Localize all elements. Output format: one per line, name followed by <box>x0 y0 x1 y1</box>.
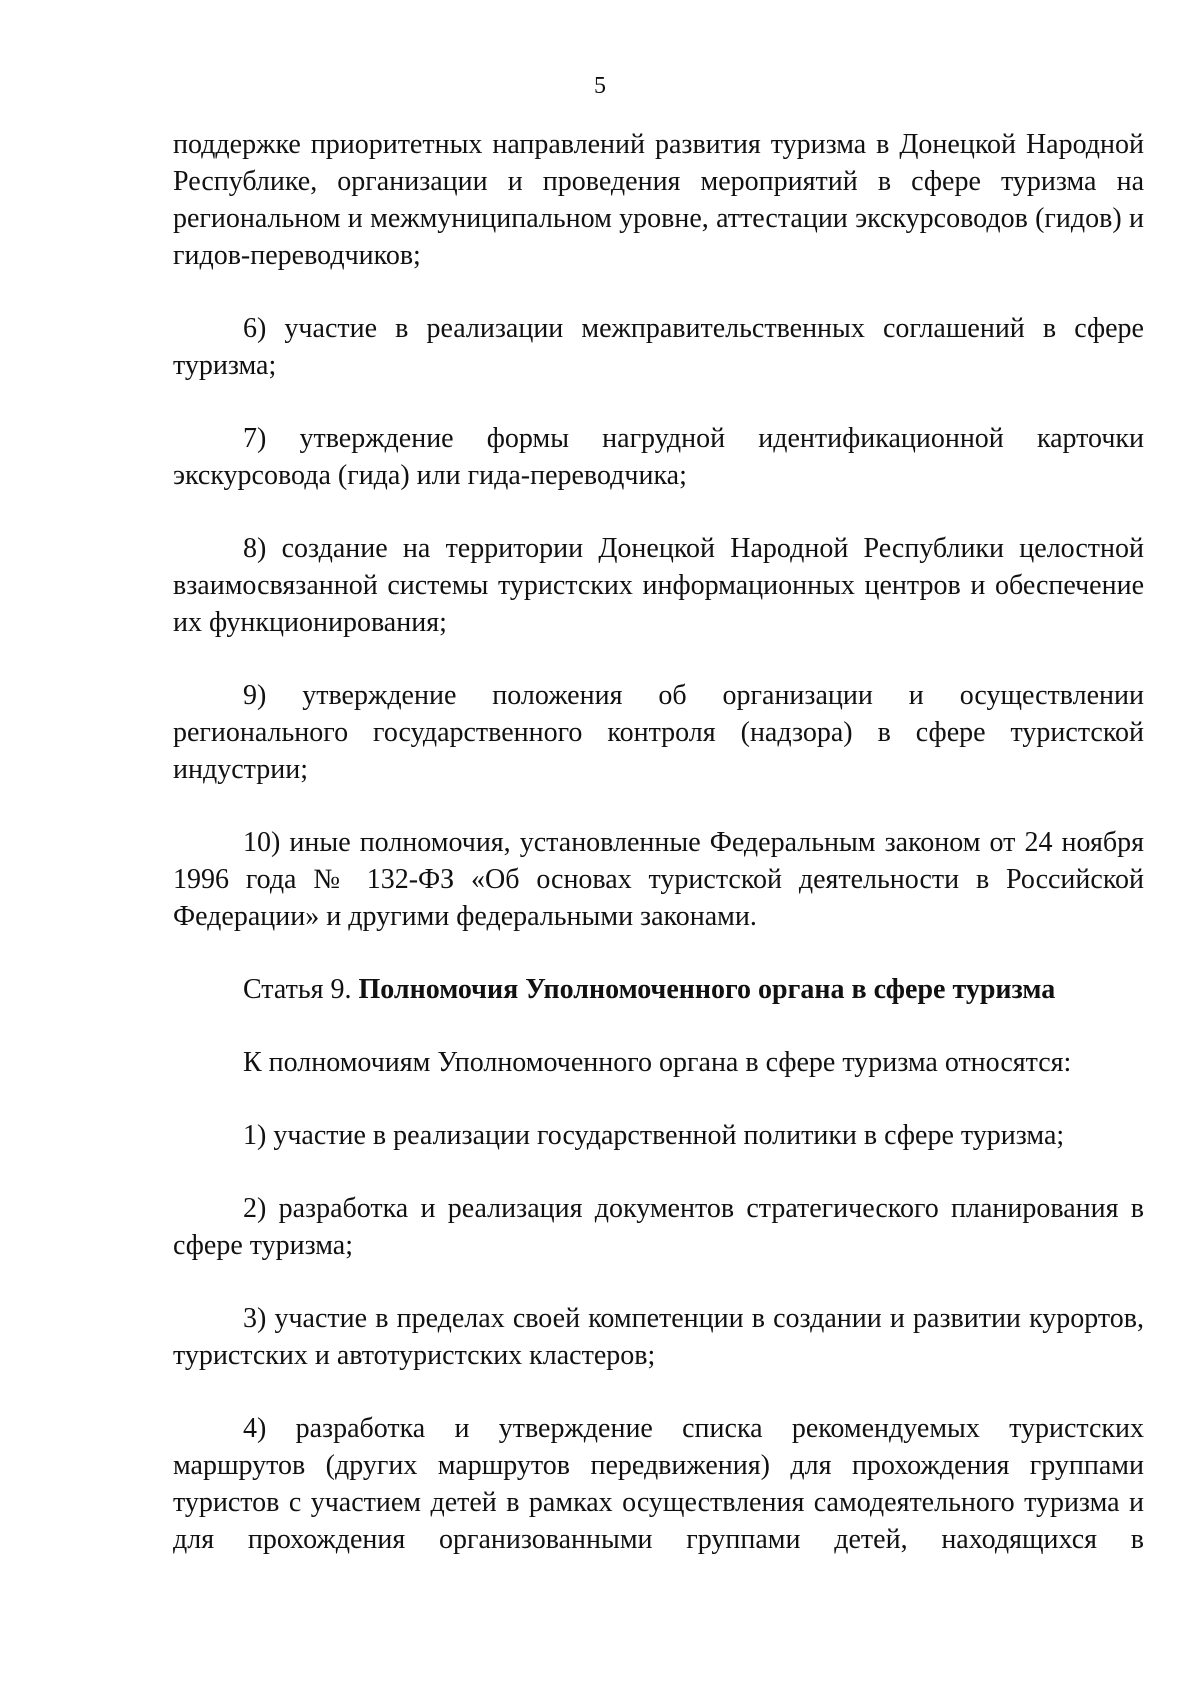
list-item-6: 6) участие в реализации межправительственных соглашений в сфере туризма; <box>173 313 1144 381</box>
article-item-3: 3) участие в пределах своей компетенции в создании и развитии курортов, туристских и автотуристских кластеров; <box>173 1303 1144 1371</box>
article-intro: К полномочиям Уполномоченного органа в сфере туризма относятся: <box>243 1047 1072 1078</box>
document-body <box>173 126 1144 1594</box>
list-item-9: 9) утверждение положения об организации и осуществлении регионального государственного контроля (надзора) в сфере туристской индустрии; <box>173 680 1144 785</box>
page-number: 5 <box>594 73 606 99</box>
list-item-10: 10) иные полномочия, установленные Федеральным законом от 24 ноября 1996 года № 132-ФЗ «Об основах туристской деятельности в Российской Федерации» и другими федеральными законами. <box>173 827 1144 932</box>
article-title: Полномочия Уполномоченного органа в сфере туризма <box>358 974 1056 1005</box>
article-item-4: 4) разработка и утверждение списка рекомендуемых туристских маршрутов (других маршрутов передвижения) для прохождения группами туристов с участием детей в рамках осуществления самодеятельного туризма и для прохождения организованными группами детей, находящихся в <box>173 1413 1144 1555</box>
paragraph-continuation: поддержке приоритетных направлений развития туризма в Донецкой Народной Республике, организации и проведения мероприятий в сфере туризма на региональном и межмуниципальном уровне, аттестации экскурсоводов (гидов) и гидов-переводчиков; <box>173 129 1144 271</box>
list-item-7: 7) утверждение формы нагрудной идентификационной карточки экскурсовода (гида) или гида-переводчика; <box>173 423 1144 491</box>
article-item-1: 1) участие в реализации государственной политики в сфере туризма; <box>243 1120 1065 1151</box>
article-item-2: 2) разработка и реализация документов стратегического планирования в сфере туризма; <box>173 1193 1144 1261</box>
article-label: Статья 9. <box>243 974 352 1005</box>
article-heading <box>173 971 1144 1008</box>
list-item-8: 8) создание на территории Донецкой Народной Республики целостной взаимосвязанной системы туристских информационных центров и обеспечение их функционирования; <box>173 533 1144 638</box>
